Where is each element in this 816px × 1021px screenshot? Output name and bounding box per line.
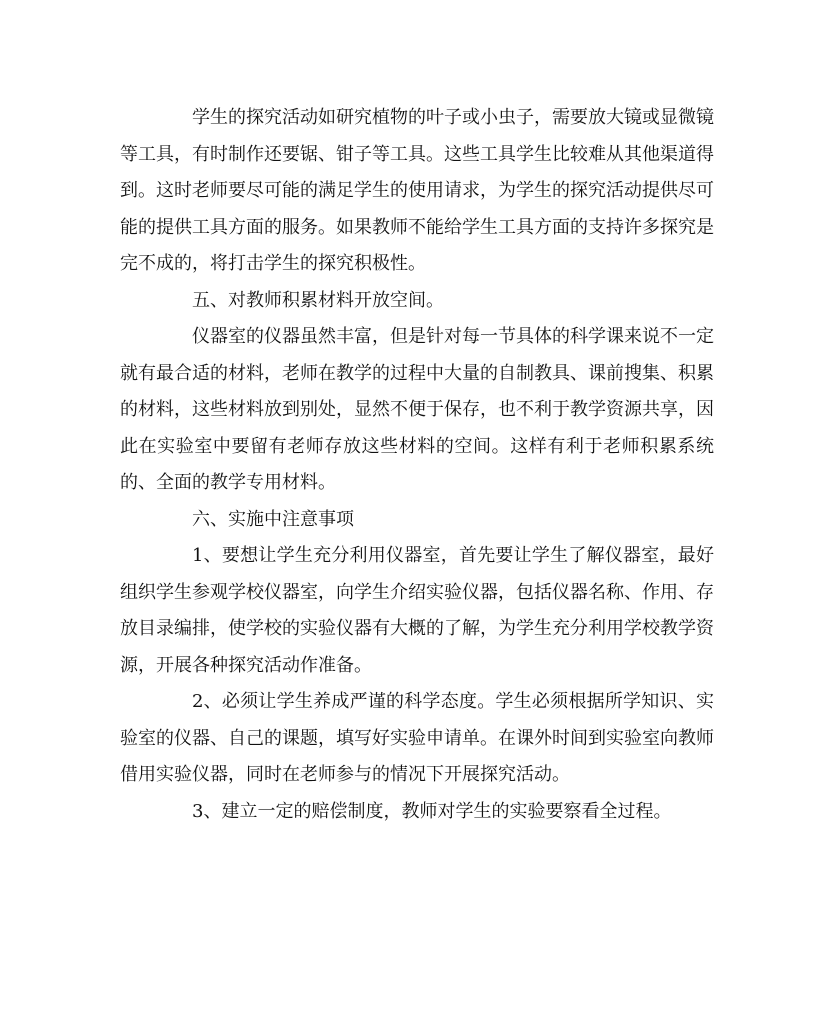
paragraph-item-one: 1、要想让学生充分利用仪器室，首先要让学生了解仪器室，最好组织学生参观学校仪器室，向学生介绍实验仪器，包括仪器名称、作用、存放目录编排，使学校的实验仪器有大概的了解，为学生充分利用学校教学资源，开展各种探究活动作准备。 xyxy=(120,545,714,676)
paragraph-item-three: 3、建立一定的赔偿制度，教师对学生的实验要察看全过程。 xyxy=(192,800,672,822)
document-body xyxy=(120,100,714,830)
heading-section-five: 五、对教师积累材料开放空间。 xyxy=(192,289,444,311)
paragraph-material-space: 仪器室的仪器虽然丰富，但是针对每一节具体的科学课来说不一定就有最合适的材料，老师在教学的过程中大量的自制教具、课前搜集、积累的材料，这些材料放到别处，显然不便于保存，也不利于教学资源共享，因此在实验室中要留有老师存放这些材料的空间。这样有利于老师积累系统的、全面的教学专用材料。 xyxy=(120,326,714,493)
heading-section-six: 六、实施中注意事项 xyxy=(192,508,354,530)
paragraph-tools-service: 学生的探究活动如研究植物的叶子或小虫子，需要放大镜或显微镜等工具，有时制作还要锯、钳子等工具。这些工具学生比较难从其他渠道得到。这时老师要尽可能的满足学生的使用请求，为学生的探究活动提供尽可能的提供工具方面的服务。如果教师不能给学生工具方面的支持许多探究是完不成的，将打击学生的探究积极性。 xyxy=(120,107,714,274)
paragraph-item-two: 2、必须让学生养成严谨的科学态度。学生必须根据所学知识、实验室的仪器、自己的课题，填写好实验申请单。在课外时间到实验室向教师借用实验仪器，同时在老师参与的情况下开展探究活动。 xyxy=(120,691,714,785)
